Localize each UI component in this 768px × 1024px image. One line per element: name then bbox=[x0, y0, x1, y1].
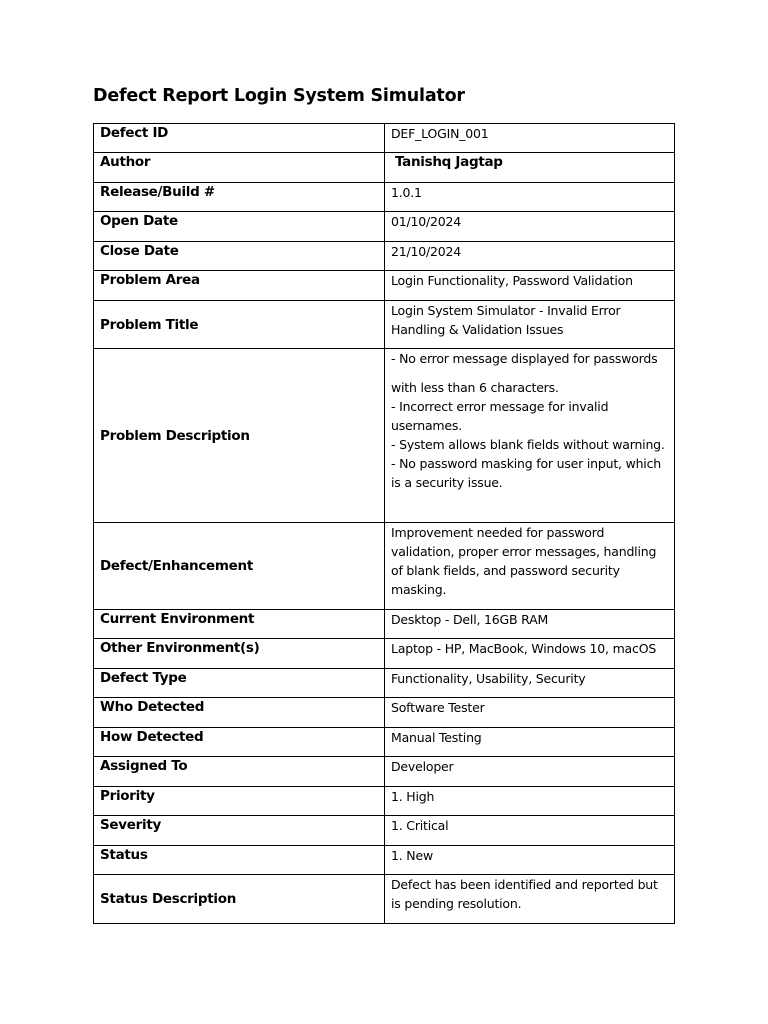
who-detected-value: Software Tester bbox=[385, 698, 675, 728]
author-value: Tanishq Jagtap bbox=[385, 153, 675, 183]
who-detected-label: Who Detected bbox=[94, 698, 385, 728]
table-row bbox=[94, 242, 675, 271]
assigned-to-label: Assigned To bbox=[94, 757, 385, 787]
release-build-value: 1.0.1 bbox=[385, 183, 675, 212]
priority-label: Priority bbox=[94, 787, 385, 816]
current-environment-value: Desktop - Dell, 16GB RAM bbox=[385, 610, 675, 639]
problem-title-value: Login System Simulator - Invalid Error Handling & Validation Issues bbox=[385, 301, 675, 349]
table-row bbox=[94, 271, 675, 301]
problem-description-label: Problem Description bbox=[94, 349, 385, 523]
open-date-value: 01/10/2024 bbox=[385, 212, 675, 242]
problem-description-value bbox=[385, 349, 675, 523]
defect-enhancement-label: Defect/Enhancement bbox=[94, 523, 385, 610]
status-value: 1. New bbox=[385, 846, 675, 875]
severity-value: 1. Critical bbox=[385, 816, 675, 846]
description-line: - No password masking for user input, which is a security issue. bbox=[391, 456, 661, 490]
status-description-value: Defect has been identified and reported but is pending resolution. bbox=[385, 875, 675, 924]
table-row bbox=[94, 757, 675, 787]
description-line: - Incorrect error message for invalid usernames. bbox=[391, 399, 609, 433]
table-row bbox=[94, 698, 675, 728]
page-title: Defect Report Login System Simulator bbox=[93, 86, 465, 106]
table-row bbox=[94, 610, 675, 639]
close-date-value: 21/10/2024 bbox=[385, 242, 675, 271]
table-row bbox=[94, 153, 675, 183]
defect-enhancement-value: Improvement needed for password validation, proper error messages, handling of blank fields, and password security masking. bbox=[385, 523, 675, 610]
open-date-label: Open Date bbox=[94, 212, 385, 242]
table-row bbox=[94, 349, 675, 523]
status-label: Status bbox=[94, 846, 385, 875]
other-environments-label: Other Environment(s) bbox=[94, 639, 385, 669]
defect-id-label: Defect ID bbox=[94, 124, 385, 153]
table-row bbox=[94, 816, 675, 846]
table-row bbox=[94, 124, 675, 153]
current-environment-label: Current Environment bbox=[94, 610, 385, 639]
table-row bbox=[94, 183, 675, 212]
table-row bbox=[94, 728, 675, 757]
how-detected-label: How Detected bbox=[94, 728, 385, 757]
status-description-label: Status Description bbox=[94, 875, 385, 924]
author-label: Author bbox=[94, 153, 385, 183]
table-row bbox=[94, 669, 675, 698]
table-row bbox=[94, 875, 675, 924]
description-line: - System allows blank fields without warning. bbox=[391, 437, 665, 452]
release-build-label: Release/Build # bbox=[94, 183, 385, 212]
description-line: - No error message displayed for passwords bbox=[391, 351, 658, 366]
table-row bbox=[94, 301, 675, 349]
table-row bbox=[94, 846, 675, 875]
problem-title-label: Problem Title bbox=[94, 301, 385, 349]
how-detected-value: Manual Testing bbox=[385, 728, 675, 757]
defect-report-table bbox=[93, 123, 675, 924]
assigned-to-value: Developer bbox=[385, 757, 675, 787]
defect-type-value: Functionality, Usability, Security bbox=[385, 669, 675, 698]
severity-label: Severity bbox=[94, 816, 385, 846]
description-line: with less than 6 characters. bbox=[391, 380, 559, 395]
priority-value: 1. High bbox=[385, 787, 675, 816]
table-row bbox=[94, 212, 675, 242]
other-environments-value: Laptop - HP, MacBook, Windows 10, macOS bbox=[385, 639, 675, 669]
problem-area-value: Login Functionality, Password Validation bbox=[385, 271, 675, 301]
defect-id-value: DEF_LOGIN_001 bbox=[385, 124, 675, 153]
table-row bbox=[94, 787, 675, 816]
problem-area-label: Problem Area bbox=[94, 271, 385, 301]
table-row bbox=[94, 639, 675, 669]
table-row bbox=[94, 523, 675, 610]
close-date-label: Close Date bbox=[94, 242, 385, 271]
defect-type-label: Defect Type bbox=[94, 669, 385, 698]
